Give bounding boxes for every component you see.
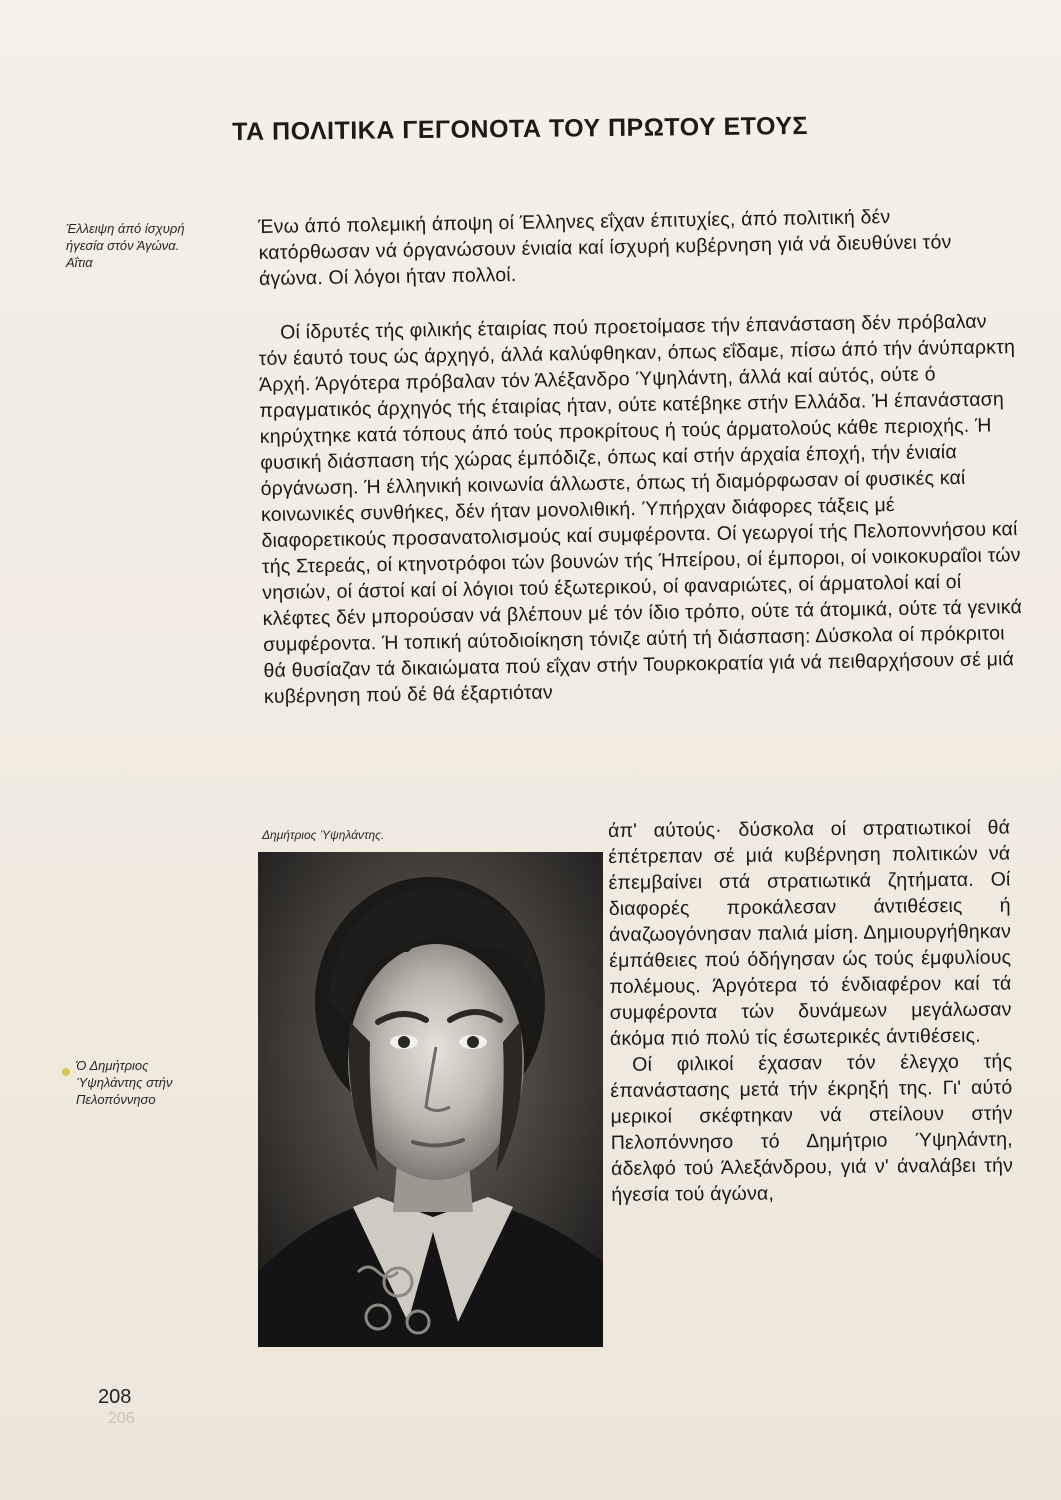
column-paragraph-1: άπ' αύτούς· δύσκολα οί στρατιωτικοί θά έπέτρεπαν σέ μιά κυβέρνηση πολιτικών νά έπεμβαίνει στά στρατιωτικά ζητήματα. Οί διαφορές προκάλεσαν άντιθέσεις ή άναζωογόνησαν παλιά μίση. Δημιουργήθηκαν έμπάθειες πού όδήγησαν ώς τούς έμφυλίους πολέμους. Άργότερα τό ένδιαφέρον καί τά συμφέροντα τών δυνάμεων μεγάλωσαν άκόμα πιό πολύ τίς έσωτερικές άντιθέσεις. [608, 816, 1012, 1050]
intro-text: Ένω άπό πολεμική άποψη οί Έλληνες εΐχαν έπιτυχίες, άπό πολιτική δέν κατόρθωσαν νά όργανώσουν ένιαία καί ίσχυρή κυβέρνηση γιά νά διευθύνει τόν άγώνα. Οί λόγοι ήταν πολλοί. [258, 206, 952, 290]
page-number-bleedthrough: 206 [108, 1410, 135, 1427]
portrait-image [258, 852, 603, 1347]
intro-paragraph [258, 202, 999, 292]
bullet-icon [62, 1068, 70, 1076]
page-number: 208 [98, 1386, 132, 1408]
portrait-caption: Δημήτριος Ύψηλάντης. [262, 828, 385, 842]
margin-note-ypsilantis: Ό Δημήτριος Ύψηλάντης στήν Πελοπόννησο [76, 1058, 173, 1107]
right-column [608, 814, 1013, 1207]
column-paragraph-2: Οί φιλικοί έχασαν τόν έλεγχο τής έπανάστασης μετά τήν έκρηξή της. Γι' αύτό μερικοί σκέφτηκαν νά στείλουν στήν Πελοπόννησο τό Δημήτριο Ύψηλάντη, άδελφό τού Άλεξάνδρου, γιά ν' άναλάβει τήν ήγεσία τού άγώνα, [610, 1050, 1014, 1206]
portrait-illustration [258, 852, 603, 1347]
main-paragraph [258, 308, 1024, 710]
margin-note-leadership: Έλλειψη άπό ίσχυρή ήγεσία στόν Άγώνα. Αΐτια [66, 221, 185, 270]
page-title: ΤΑ ΠΟΛΙΤΙΚΑ ΓΕΓΟΝΟΤΑ ΤΟΥ ΠΡΩΤΟΥ ΕΤΟΥΣ [232, 111, 809, 146]
main-paragraph-text: Οί ίδρυτές τής φιλικής έταιρίας πού προετοίμασε τήν έπανάσταση δέν πρόβαλαν τόν έαυτό τους ώς άρχηγό, άλλά καλύφθηκαν, όπως εΐδαμε, πίσω άπό τήν άνύπαρκτη Άρχή. Άργότερα πρόβαλαν τόν Άλέξανδρο Ύψηλάντη, άλλά καί αύτός, ούτε ό πραγματικός άρχηγός τής έταιρίας ήταν, ούτε κατέβηκε στήν Ελλάδα. Ή έπανάσταση κηρύχτηκε κατά τόπους άπό τούς προκρίτους ή τούς άρματολούς κάθε περιοχής. Ή φυσική διάσπαση τής χώρας έμπόδιζε, όπως καί στήν άρχαία έποχή, τήν ένιαία όργάνωση. Ή έλληνική κοινωνία άλλωστε, όπως τή διαμόρφωσαν οί φυσικές καί κοινωνικές συνθήκες, δέν ήταν μονολιθική. Ύπήρχαν διάφορες τάξεις μέ διαφορετικούς προσανατολισμούς καί συμφέροντα. Οί γεωργοί τής Πελοποννήσου καί τής Στερεάς, οί κτηνοτρόφοι τών βουνών τής Ήπείρου, οί έμποροι, οί νοικοκυραΐοι τών νησιών, οί άστοί καί οί λόγιοι τού έξωτερικού, οί φαναριώτες, οί άρματολοί καί οί κλέφτες δέν μπορούσαν νά βλέπουν μέ τόν ίδιο τρόπο, ούτε τά άτομικά, ούτε τά γενικά συμφέροντα. Ή τοπική αύτοδιοίκηση τόνιζε αύτή τή διάσπαση: Δύσκολα οί πρόκριτοι θά θυσίαζαν τά δικαιώματα πού εΐχαν στήν Τουρκοκρατία γιά νά πειθαρχήσουν σέ μιά κυβέρνηση πού δέ θά έξαρτιόταν [258, 310, 1023, 708]
